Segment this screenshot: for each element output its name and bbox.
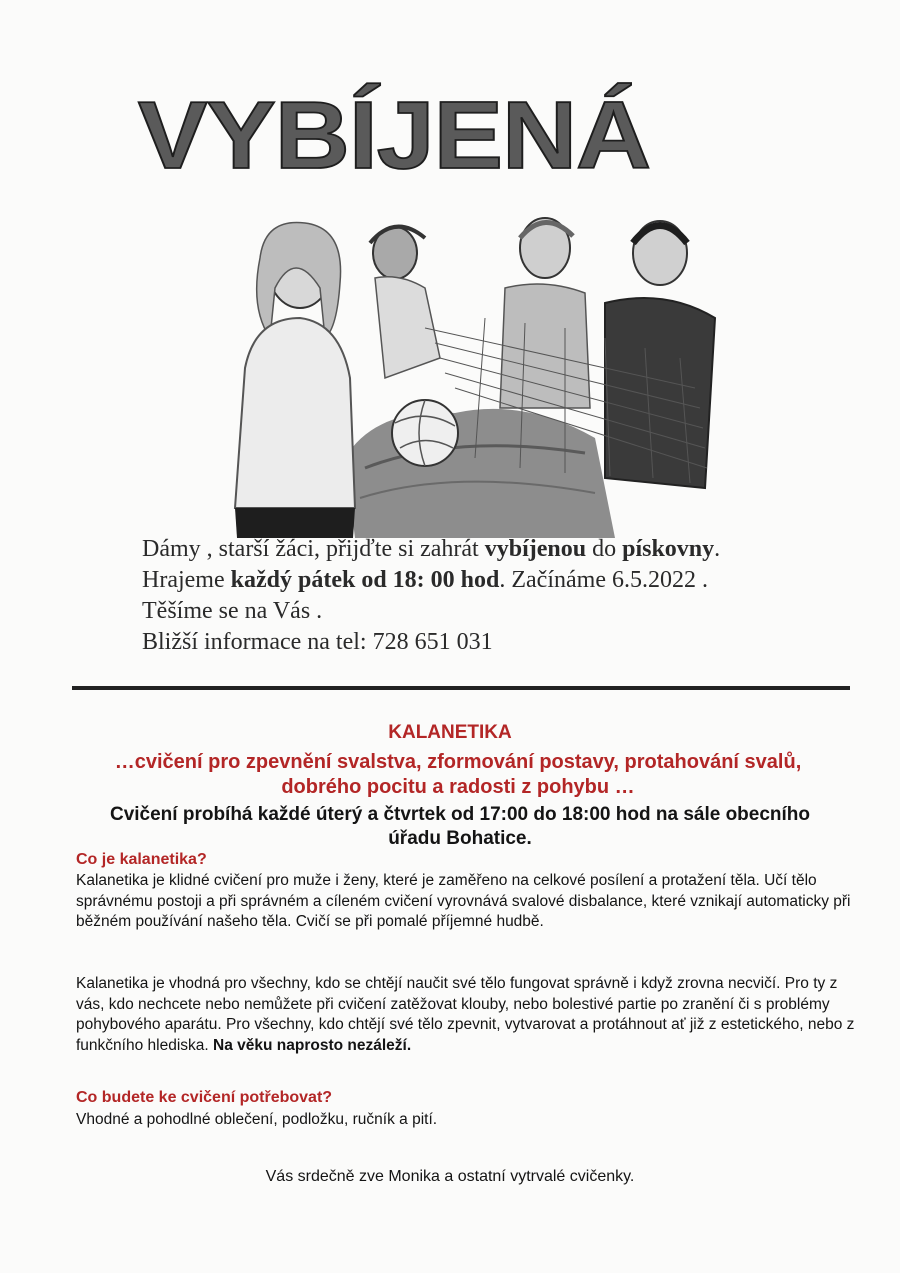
poster-title: VYBÍJENÁ (138, 82, 651, 190)
kalanetika-subtitle: …cvičení pro zpevnění svalstva, zformování postavy, protahování svalů, dobrého pocitu a radosti z pohybu … (114, 751, 802, 798)
kalanetika-title: KALANETIKA (388, 722, 512, 743)
invite-line-1: Dámy , starší žáci, přijďte si zahrát vybíjenou do pískovny. (142, 536, 721, 562)
section-divider (72, 686, 850, 690)
paragraph-equipment: Vhodné a pohodlné oblečení, podložku, ručník a pití. (76, 1111, 438, 1128)
group-photo-illustration (225, 208, 725, 538)
question-what-is: Co je kalanetika? (76, 851, 207, 868)
invite-line-3: Těšíme se na Vás . (142, 598, 323, 624)
paragraph-description: Kalanetika je klidné cvičení pro muže i ženy, které je zaměřeno na celkové posílení a protažení těla. Učí tělo správnému postoji a při správném a cíleném cvičení vyrovnává svalové disbalance, které vznikají automaticky při běžném používání našeho těla. Cvičí se při pomalé příjemné hudbě. (76, 872, 851, 930)
age-note: Na věku naprosto nezáleží. (213, 1036, 412, 1054)
invitation-signature: Vás srdečně zve Monika a ostatní vytrvalé cvičenky. (265, 1168, 635, 1185)
question-what-you-need: Co budete ke cvičení potřebovat? (76, 1089, 333, 1106)
paragraph-suitability: Kalanetika je vhodná pro všechny, kdo se chtějí naučit své tělo fungovat správně i když zrovna necvičí. Pro ty z vás, kdo nechcete nebo nemůžete při cvičení zatěžovat klouby, nebo bolestivé partie po zranění či s problémy pohybového aparátu. Pro všechny, kdo chtějí své tělo zpevnit, vytvarovat a protáhnout ať již z estetického, nebo z funkčního hlediska. Na věku naprosto nezáleží. (76, 975, 855, 1054)
kalanetika-schedule: Cvičení probíhá každé úterý a čtvrtek od 17:00 do 18:00 hod na sále obecního úřadu Bohatice. (109, 804, 811, 849)
invite-contact-phone: Bližší informace na tel: 728 651 031 (142, 629, 493, 655)
invite-line-2: Hrajeme každý pátek od 18: 00 hod. Začínáme 6.5.2022 . (142, 567, 708, 593)
vybijena-invitation (142, 534, 862, 658)
